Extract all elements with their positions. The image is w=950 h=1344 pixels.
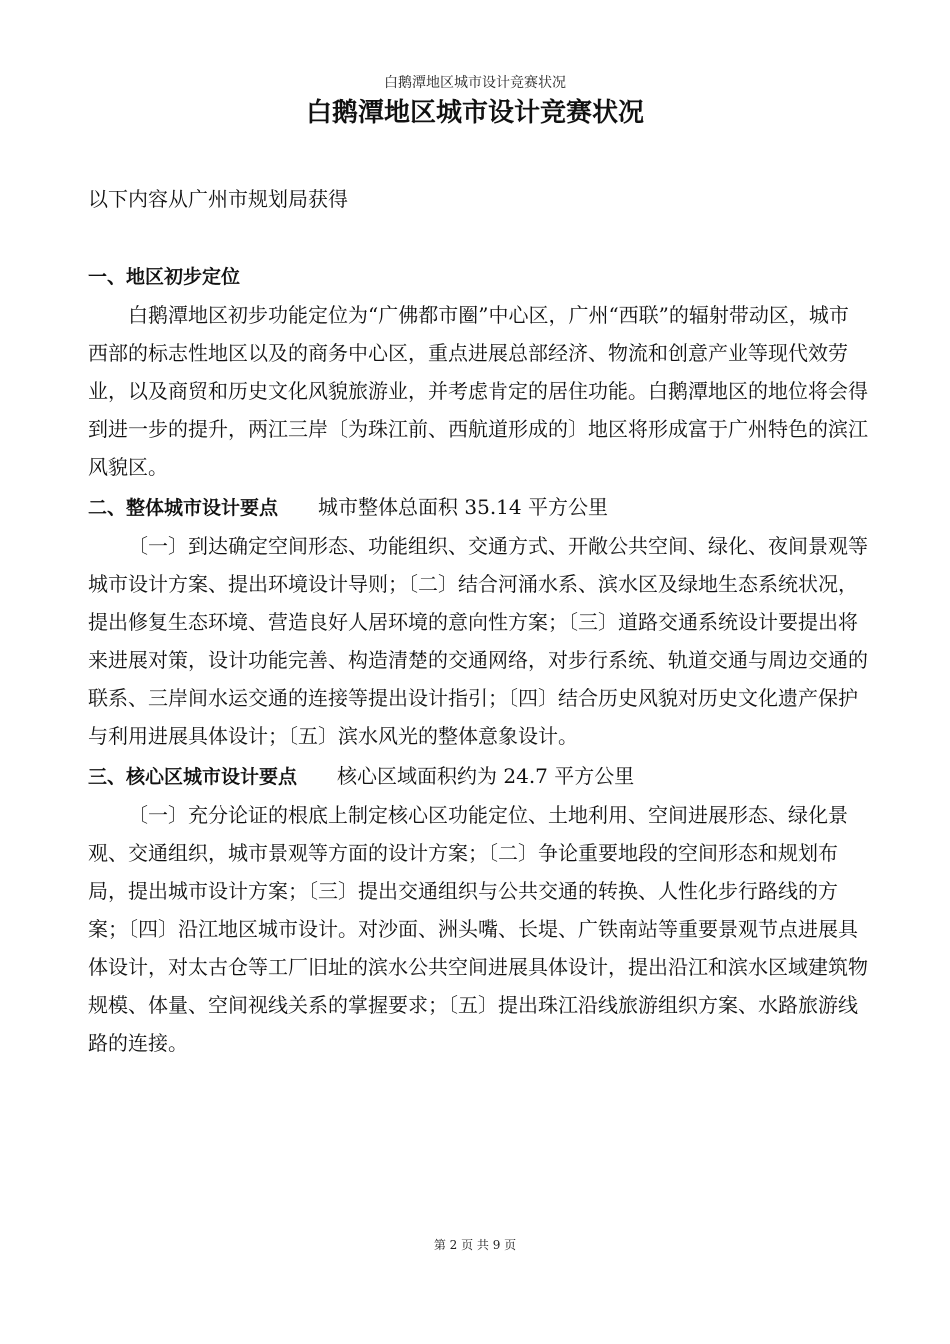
section-heading — [88, 488, 868, 527]
page-footer: 第 2 页 共 9 页 — [433, 1238, 517, 1252]
section-2-area: 城市整体总面积 35.14 平方公里 — [318, 495, 608, 519]
section-1-body: 白鹅潭地区初步功能定位为“广佛都市圈”中心区，广州“西联”的辐射带动区，城市西部的标志性地区以及的商务中心区，重点进展总部经济、物流和创意产业等现代效劳业，以及商贸和历史文化风貌旅游业，并考虑肯定的居住功能。白鹅潭地区的地位将会得到进一步的提升，两江三岸〔为珠江前、西航道形成的〕地区将形成富于广州特色的滨江风貌区。 — [88, 303, 868, 479]
intro-line: 以下内容从广州市规划局获得 — [88, 187, 348, 211]
section-2-body: 〔一〕到达确定空间形态、功能组织、交通方式、开敞公共空间、绿化、夜间景观等城市设计方案、提出环境设计导则；〔二〕结合河涌水系、滨水区及绿地生态系统状况，提出修复生态环境、营造良好人居环境的意向性方案；〔三〕道路交通系统设计要提出将来进展对策，设计功能完善、构造清楚的交通网络，对步行系统、轨道交通与周边交通的联系、三岸间水运交通的连接等提出设计指引；〔四〕结合历史风貌对历史文化遗产保护与利用进展具体设计；〔五〕滨水风光的整体意象设计。 — [88, 534, 868, 748]
section-heading — [88, 757, 868, 796]
running-header: 白鹅潭地区城市设计竞赛状况 — [384, 75, 566, 91]
section-3-area: 核心区域面积约为 24.7 平方公里 — [337, 764, 635, 788]
section-3-heading: 三、核心区城市设计要点 — [88, 766, 298, 788]
section-heading — [88, 258, 868, 296]
section-2-heading: 二、整体城市设计要点 — [88, 497, 279, 519]
section-3-body: 〔一〕充分论证的根底上制定核心区功能定位、土地利用、空间进展形态、绿化景观、交通组织，城市景观等方面的设计方案；〔二〕争论重要地段的空间形态和规划布局，提出城市设计方案；〔三〕提出交通组织与公共交通的转换、人性化步行路线的方案；〔四〕沿江地区城市设计。对沙面、洲头嘴、长堤、广铁南站等重要景观节点进展具体设计，对太古仓等工厂旧址的滨水公共空间进展具体设计，提出沿江和滨水区域建筑物规模、体量、空间视线关系的掌握要求；〔五〕提出珠江沿线旅游组织方案、水路旅游线路的连接。 — [88, 803, 868, 1055]
section-1-heading: 一、地区初步定位 — [88, 266, 241, 288]
document-title: 白鹅潭地区城市设计竞赛状况 — [305, 98, 644, 128]
document-body — [88, 258, 868, 1062]
